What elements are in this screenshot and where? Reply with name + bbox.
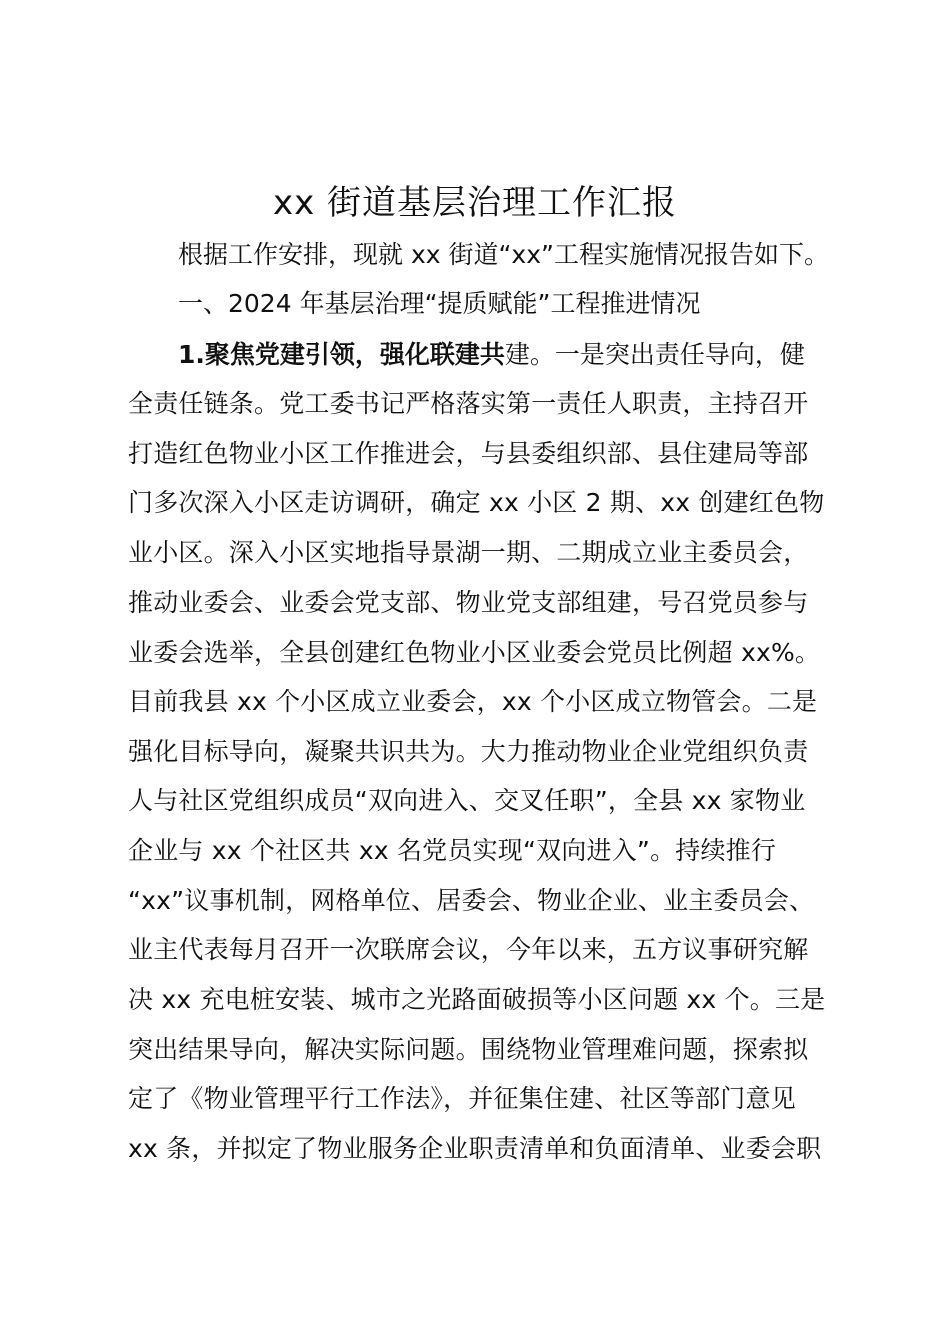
body-line: 企业与 xx 个社区共 xx 名党员实现“双向进入”。持续推行 (128, 836, 777, 865)
section-heading: 一、2024 年基层治理“提质赋能”工程推进情况 (178, 289, 701, 318)
body-line: 业小区。深入小区实地指导景湖一期、二期成立业主委员会， (128, 538, 809, 567)
body-line: 全责任链条。党工委书记严格落实第一责任人职责，主持召开 (128, 389, 809, 418)
body-line: 定了《物业管理平行工作法》，并征集住建、社区等部门意见 (128, 1084, 796, 1113)
body-line: 决 xx 充电桩安装、城市之光路面破损等小区问题 xx 个。三是 (128, 985, 826, 1014)
paragraph-1-lead-rest: 建。一是突出责任导向，健 (504, 340, 805, 369)
body-line: 门多次深入小区走访调研，确定 xx 小区 2 期、xx 创建红色物 (128, 488, 825, 517)
paragraph-1-first-line (178, 338, 805, 372)
document-title: xx 街道基层治理工作汇报 (272, 183, 678, 223)
body-line: 业主代表每月召开一次联席会议，今年以来，五方议事研究解 (128, 935, 809, 964)
body-line: xx 条，并拟定了物业服务企业职责清单和负面清单、业委会职 (128, 1134, 822, 1163)
body-line: 推动业委会、业委会党支部、物业党支部组建，号召党员参与 (128, 588, 809, 617)
intro-paragraph: 根据工作安排，现就 xx 街道“xx”工程实施情况报告如下。 (178, 240, 829, 269)
body-line: 强化目标导向，凝聚共识共为。大力推动物业企业党组织负责 (128, 737, 809, 766)
body-line: “xx”议事机制，网格单位、居委会、物业企业、业主委员会、 (128, 886, 815, 915)
body-line: 目前我县 xx 个小区成立业委会，xx 个小区成立物管会。二是 (128, 687, 818, 716)
body-line: 业委会选举，全县创建红色物业小区业委会党员比例超 xx%。 (128, 638, 821, 667)
body-line: 人与社区党组织成员“双向进入、交叉任职”，全县 xx 家物业 (128, 786, 806, 815)
paragraph-1-bold-lead: 1.聚焦党建引领，强化联建共 (178, 340, 505, 369)
body-line: 突出结果导向，解决实际问题。围绕物业管理难问题，探索拟 (128, 1035, 809, 1064)
body-line: 打造红色物业小区工作推进会，与县委组织部、县住建局等部 (128, 439, 809, 468)
